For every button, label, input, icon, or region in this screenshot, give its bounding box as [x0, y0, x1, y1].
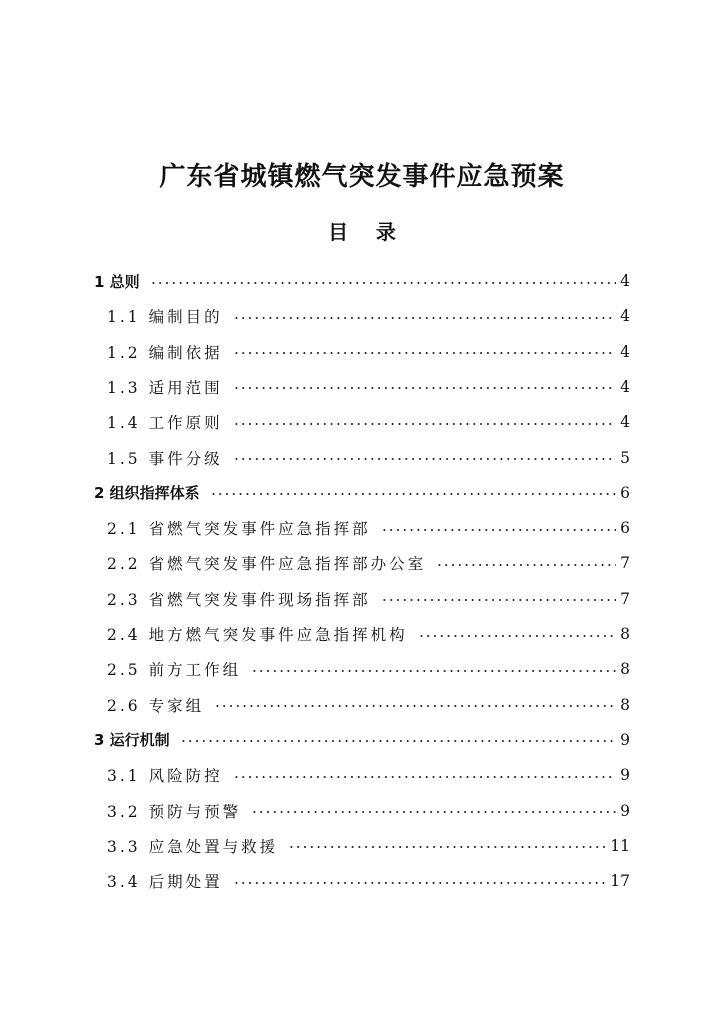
toc-entry[interactable]: [107, 339, 630, 365]
toc-entry-page: 8: [620, 660, 630, 679]
toc-entry-label: 2.1 省燃气突发事件应急指挥部: [107, 520, 371, 539]
toc-entry[interactable]: [107, 374, 630, 400]
toc-entry-page: 7: [620, 554, 630, 573]
toc-entry-page: 5: [620, 448, 630, 467]
toc-leader-dots: [214, 705, 616, 707]
toc-leader-dots: [251, 811, 616, 813]
toc-entry[interactable]: [107, 833, 630, 859]
toc-entry[interactable]: [94, 727, 630, 753]
toc-entry[interactable]: [107, 868, 630, 894]
toc-leader-dots: [180, 740, 616, 742]
toc-leader-dots: [436, 564, 616, 566]
toc-entry-label: 2.6 专家组: [107, 696, 205, 715]
toc-entry-label: 1.3 适用范围: [107, 378, 223, 397]
toc-entry-page: 4: [620, 272, 630, 290]
toc-entry[interactable]: [94, 480, 630, 506]
document-title: 广东省城镇燃气突发事件应急预案: [159, 162, 565, 192]
toc-entry-label: 3 运行机制: [94, 731, 170, 750]
toc-leader-dots: [233, 882, 607, 884]
toc-leader-dots: [233, 776, 616, 778]
toc-entry[interactable]: [107, 445, 630, 471]
toc-entry-label: 3.1 风险防控: [107, 767, 223, 786]
toc-entry[interactable]: [107, 550, 630, 576]
toc-entry-label: 2.2 省燃气突发事件应急指挥部办公室: [107, 555, 427, 574]
toc-entry[interactable]: [107, 586, 630, 612]
toc-entry[interactable]: [107, 692, 630, 718]
toc-entry-label: 1.4 工作原则: [107, 414, 223, 433]
toc-leader-dots: [381, 599, 616, 601]
toc-heading: 目 录: [328, 220, 396, 244]
toc-entry[interactable]: [107, 798, 630, 824]
toc-leader-dots: [210, 493, 616, 495]
toc-entry[interactable]: [107, 515, 630, 541]
toc-entry[interactable]: [94, 268, 630, 294]
toc-entry-page: 4: [620, 413, 630, 432]
toc-entry-page: 7: [620, 589, 630, 608]
toc-entry-label: 1.1 编制目的: [107, 308, 223, 327]
toc-entry-page: 9: [620, 801, 630, 820]
toc-leader-dots: [233, 352, 616, 354]
toc-entry-label: 1 总则: [94, 272, 140, 291]
toc-entry-label: 3.3 应急处置与救援: [107, 837, 279, 856]
toc-leader-dots: [233, 423, 616, 425]
toc-entry-page: 9: [620, 766, 630, 785]
toc-entry-label: 1.5 事件分级: [107, 449, 223, 468]
toc-entry-label: 1.2 编制依据: [107, 343, 223, 362]
toc-entry[interactable]: [107, 621, 630, 647]
toc-entry-label: 3.2 预防与预警: [107, 802, 242, 821]
toc-entry[interactable]: [107, 303, 630, 329]
toc-entry-page: 6: [620, 519, 630, 538]
toc-entry[interactable]: [107, 409, 630, 435]
toc-entry-label: 2.3 省燃气突发事件现场指挥部: [107, 590, 371, 609]
toc-entry-label: 2.4 地方燃气突发事件应急指挥机构: [107, 626, 408, 644]
toc-entry-page: 4: [620, 342, 630, 361]
toc-leader-dots: [233, 317, 616, 319]
toc-entry[interactable]: [107, 762, 630, 788]
toc-leader-dots: [233, 387, 616, 389]
toc-entry-page: 17: [610, 872, 630, 891]
toc-entry-page: 11: [610, 836, 630, 855]
toc-entry-page: 4: [620, 377, 630, 396]
toc-entry[interactable]: [107, 656, 630, 682]
toc-leader-dots: [233, 458, 616, 460]
toc-entry-page: 9: [620, 730, 630, 749]
toc-entry-label: 3.4 后期处置: [107, 873, 223, 892]
toc-entry-label: 2 组织指挥体系: [94, 484, 200, 503]
toc-entry-page: 4: [620, 307, 630, 326]
toc-leader-dots: [251, 670, 616, 672]
toc-entry-page: 8: [620, 695, 630, 714]
toc-entry-label: 2.5 前方工作组: [107, 661, 242, 680]
toc-leader-dots: [288, 846, 606, 848]
toc-leader-dots: [381, 529, 616, 531]
toc-leader-dots: [418, 635, 616, 637]
toc-entry-page: 8: [620, 625, 630, 643]
toc-leader-dots: [150, 282, 616, 284]
toc-entry-page: 6: [620, 483, 630, 502]
